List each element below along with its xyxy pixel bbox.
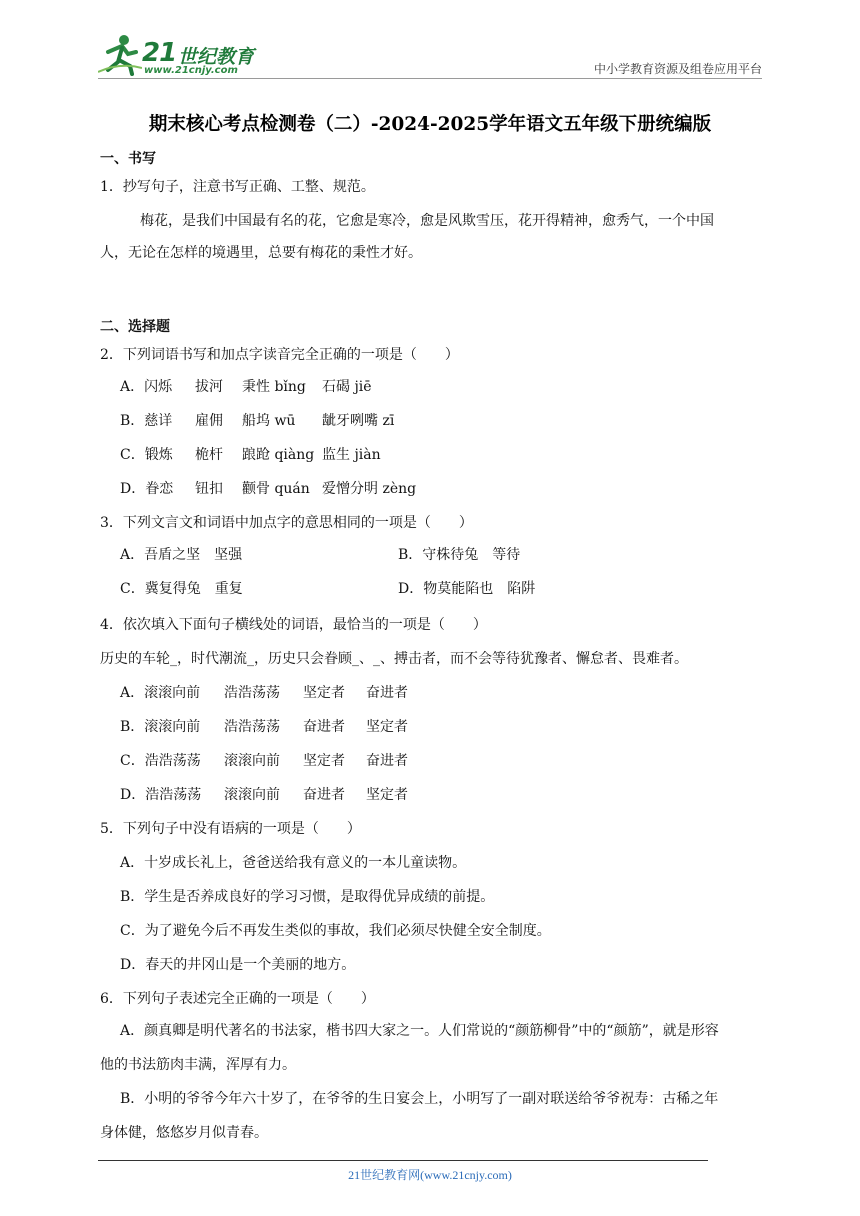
question-5-option-d[interactable]: D．春天的井冈山是一个美丽的地方。 (120, 957, 356, 973)
question-5-option-b[interactable]: B．学生是否养成良好的学习习惯，是取得优异成绩的前提。 (120, 889, 495, 905)
logo-number: 21 (142, 38, 177, 68)
logo-url: www.21cnjy.com (144, 65, 238, 76)
question-3-option-d[interactable]: D．物莫能陷也 陷阱 (398, 581, 536, 597)
question-3-stem: 3．下列文言文和词语中加点字的意思相同的一项是（ ） (100, 515, 473, 531)
page-title: 期末核心考点检测卷（二）-2024-2025学年语文五年级下册统编版 (148, 114, 712, 135)
footer-link[interactable]: 21世纪教育网(www.21cnjy.com) (348, 1168, 512, 1182)
site-logo (98, 32, 268, 78)
footer-divider (98, 1160, 708, 1161)
question-5-option-a[interactable]: A．十岁成长礼上，爸爸送给我有意义的一本儿童读物。 (120, 855, 467, 871)
question-3-option-c[interactable]: C．冀复得兔 重复 (120, 581, 243, 597)
question-6-stem: 6．下列句子表述完全正确的一项是（ ） (100, 991, 375, 1007)
section-heading-choice: 二、选择题 (100, 319, 170, 335)
question-4-sentence: 历史的车轮_，时代潮流_，历史只会眷顾_、_、搏击者，而不会等待犹豫者、懈怠者、畏难者。 (100, 651, 688, 667)
question-1-stem: 1．抄写句子，注意书写正确、工整、规范。 (100, 179, 375, 195)
question-1-line-1: 梅花，是我们中国最有名的花，它愈是寒冷，愈是风欺雪压，花开得精神，愈秀气，一个中国 (140, 213, 714, 229)
runner-logo-icon (98, 32, 142, 76)
question-5-option-c[interactable]: C．为了避免今后不再发生类似的事故，我们必须尽快健全安全制度。 (120, 923, 551, 939)
header-divider (98, 78, 762, 79)
platform-name: 中小学教育资源及组卷应用平台 (593, 62, 762, 76)
question-5-stem: 5．下列句子中没有语病的一项是（ ） (100, 821, 361, 837)
question-1-line-2: 人，无论在怎样的境遇里，总要有梅花的秉性才好。 (100, 245, 422, 261)
section-heading-writing: 一、书写 (100, 151, 156, 167)
logo-name: 世纪教育 (178, 46, 255, 68)
question-3-option-b[interactable]: B．守株待兔 等待 (398, 547, 521, 563)
question-4-stem: 4．依次填入下面句子横线处的词语，最恰当的一项是（ ） (100, 617, 487, 633)
question-3-option-a[interactable]: A．吾盾之坚 坚强 (120, 547, 243, 563)
question-2-stem: 2．下列词语书写和加点字读音完全正确的一项是（ ） (100, 347, 459, 363)
